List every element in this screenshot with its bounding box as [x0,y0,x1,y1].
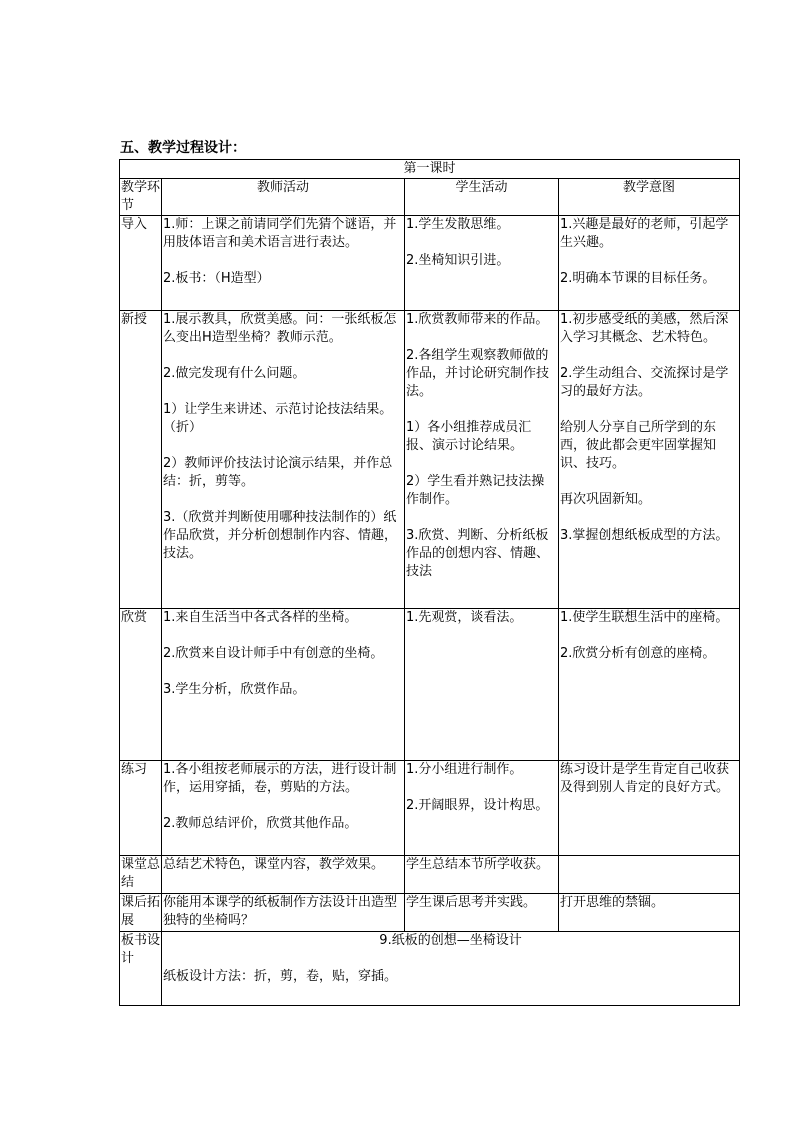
teacher-activity-cell [162,216,405,311]
cell-paragraph: 2.学生动组合、交流探讨是学习的最好方法。 [560,366,729,399]
teaching-intent-cell [559,216,740,311]
student-activity-cell [405,761,559,856]
cell-paragraph: 学生课后思考并实践。 [406,895,537,910]
teacher-activity-cell [162,856,405,894]
cell-paragraph [560,401,738,419]
cell-paragraph [560,856,738,874]
cell-paragraph: 再次巩固新知。 [560,492,652,507]
cell-paragraph [560,252,738,270]
cell-paragraph [560,627,738,645]
stage-cell: 新授 [120,311,162,609]
cell-paragraph [163,491,403,509]
cell-paragraph [406,509,557,527]
cell-paragraph: 给别人分享自己所学到的东西，彼此都会更牢固掌握知识、技巧。 [560,420,717,471]
cell-paragraph [406,234,557,252]
student-activity-cell [405,609,559,761]
cell-paragraph [560,473,738,491]
cell-paragraph [406,401,557,419]
cell-paragraph: 1.兴趣是最好的老师，引起学生兴趣。 [560,217,729,250]
stage-cell: 课堂总结 [120,856,162,894]
cell-paragraph: 2）教师评价技法讨论演示结果，并作总结：折，剪等。 [163,456,393,489]
student-activity-cell [405,894,559,932]
cell-paragraph [406,779,557,797]
cell-paragraph: 2.明确本节课的目标任务。 [560,271,716,286]
board-title: 9.纸板的创想—坐椅设计 [379,933,522,948]
lesson-title-row [120,160,740,179]
teacher-activity-cell [162,311,405,609]
student-activity-cell [405,856,559,894]
cell-paragraph [163,383,403,401]
header-row [120,179,740,216]
teacher-activity-cell [162,894,405,932]
cell-paragraph [163,347,403,365]
cell-paragraph: 2.坐椅知识引进。 [406,253,510,268]
cell-paragraph: 2.板书：（H造型） [163,271,270,286]
cell-paragraph: 2.教师总结评价，欣赏其他作品。 [163,816,358,831]
cell-paragraph: 1.欣赏教师带来的作品。 [406,312,549,327]
cell-paragraph: 3.（欣赏并判断使用哪种技法制作的）纸作品欣赏，并分析创想制作内容、情趣，技法。 [163,510,398,561]
cell-paragraph: 3.掌握创想纸板成型的方法。 [560,528,729,543]
header-stage: 教学环节 [120,179,162,216]
stage-cell: 课后拓展 [120,894,162,932]
cell-paragraph: 1）各小组推荐成员汇报、演示讨论结果。 [406,420,532,453]
board-design-row [120,932,740,1006]
student-activity-cell [405,311,559,609]
cell-paragraph: 1.使学生联想生活中的座椅。 [560,610,729,625]
cell-paragraph [163,437,403,455]
teaching-intent-cell [559,894,740,932]
board-content: 纸板设计方法：折，剪，卷，贴，穿插。 [163,969,398,984]
teaching-process-table [119,159,740,1006]
cell-paragraph: 3.欣赏、判断、分析纸板作品的创想内容、情趣、技法 [406,528,550,579]
table-row [120,311,740,609]
stage-cell: 练习 [120,761,162,856]
teaching-intent-cell [559,856,740,894]
teacher-activity-cell [162,761,405,856]
cell-paragraph: 2.开阔眼界，设计构思。 [406,798,549,813]
cell-paragraph: 2.欣赏来自设计师手中有创意的坐椅。 [163,646,384,661]
cell-paragraph [560,509,738,527]
teaching-intent-cell [559,609,740,761]
student-activity-cell [405,216,559,311]
cell-paragraph [163,663,403,681]
cell-paragraph [406,329,557,347]
teaching-intent-cell [559,761,740,856]
cell-paragraph: 1.初步感受纸的美感，然后深入学习其概念、艺术特色。 [560,312,729,345]
teaching-intent-cell [559,311,740,609]
cell-paragraph: 1.师：上课之前请同学们先猜个谜语，并用肢体语言和美术语言进行表达。 [163,217,397,250]
cell-paragraph: 2.欣赏分析有创意的座椅。 [560,646,716,661]
cell-paragraph: 1.来自生活当中各式各样的坐椅。 [163,610,358,625]
stage-cell: 导入 [120,216,162,311]
cell-paragraph: 1.各小组按老师展示的方法，进行设计制作，运用穿插，卷，剪贴的方法。 [163,762,397,795]
table-row [120,216,740,311]
cell-paragraph [163,252,403,270]
table-row [120,609,740,761]
board-content-cell [162,932,740,1006]
stage-cell: 欣赏 [120,609,162,761]
cell-paragraph [406,455,557,473]
table-row [120,894,740,932]
header-teacher: 教师活动 [162,179,405,216]
cell-paragraph: 打开思维的禁锢。 [560,895,665,910]
cell-paragraph [163,797,403,815]
cell-paragraph: 2.做完发现有什么问题。 [163,366,306,381]
table-row [120,761,740,856]
cell-paragraph [163,627,403,645]
cell-paragraph: 学生总结本节所学收获。 [406,857,550,872]
cell-paragraph: 2）学生看并熟记技法操作制作。 [406,474,545,507]
cell-paragraph: 你能用本课学的纸板制作方法设计出造型独特的坐椅吗？ [163,895,398,928]
cell-paragraph: 1）让学生来讲述、示范讨论技法结果。（折） [163,402,393,435]
board-stage: 板书设计 [120,932,162,1006]
cell-paragraph: 练习设计是学生肯定自己收获及得到别人肯定的良好方式。 [560,762,730,795]
teacher-activity-cell [162,609,405,761]
cell-paragraph: 1.先观赏，谈看法。 [406,610,523,625]
cell-paragraph: 3.学生分析，欣赏作品。 [163,682,306,697]
cell-paragraph: 1.展示教具，欣赏美感。问：一张纸板怎么变出H造型坐椅？教师示范。 [163,312,397,345]
header-intent: 教学意图 [559,179,740,216]
cell-paragraph: 2.各组学生观察教师做的作品，并讨论研究制作技法。 [406,348,550,399]
cell-paragraph: 1.分小组进行制作。 [406,762,523,777]
cell-paragraph: 总结艺术特色，课堂内容，教学效果。 [163,857,385,872]
header-student: 学生活动 [405,179,559,216]
section-heading: 五、教学过程设计： [120,140,246,156]
table-row [120,856,740,894]
cell-paragraph [560,347,738,365]
cell-paragraph: 1.学生发散思维。 [406,217,510,232]
lesson-title: 第一课时 [120,160,740,179]
